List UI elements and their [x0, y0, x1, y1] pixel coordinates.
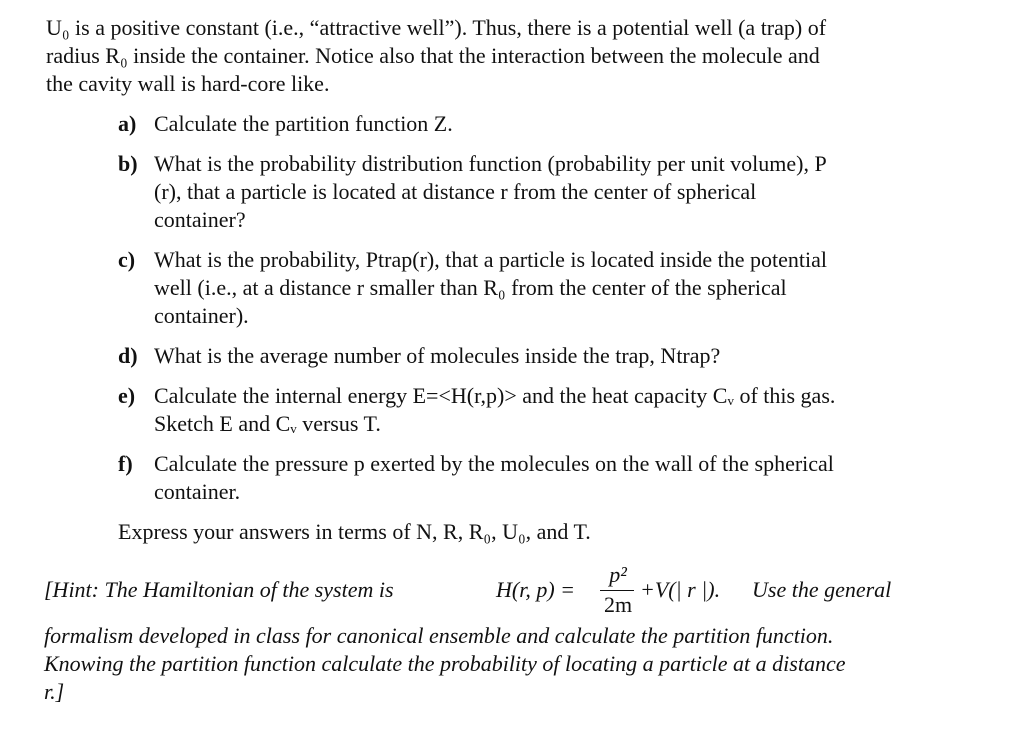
item-d-line-1: What is the average number of molecules inside the trap, Ntrap?: [154, 343, 721, 368]
item-a-label: a): [118, 111, 137, 136]
item-c-label: c): [118, 247, 136, 272]
item-f-line-1: Calculate the pressure p exerted by the molecules on the wall of the spherical: [154, 451, 834, 476]
item-b-line-1: What is the probability distribution function (probability per unit volume), P: [154, 151, 827, 176]
item-c-line-1: What is the probability, Ptrap(r), that a particle is located inside the potential: [154, 247, 828, 272]
item-c-line-3: container).: [154, 303, 249, 328]
item-e-line-2: Sketch E and Cᵥ versus T.: [154, 411, 381, 436]
formula-numerator: p²: [609, 562, 627, 587]
formula-rhs: +V(| r |).: [640, 577, 721, 602]
hint-line-3: Knowing the partition function calculate the probability of locating a particle at a distance: [44, 651, 846, 676]
express-answers-line: Express your answers in terms of N, R, R₀, U₀, and T.: [118, 519, 591, 544]
hint-line-4: r.]: [44, 679, 65, 704]
item-d-label: d): [118, 343, 138, 368]
item-c-line-2: well (i.e., at a distance r smaller than R₀ from the center of the spherical: [154, 275, 787, 300]
item-b-label: b): [118, 151, 138, 176]
item-f-line-2: container.: [154, 479, 241, 504]
item-e-label: e): [118, 383, 136, 408]
item-b-line-3: container?: [154, 207, 246, 232]
formula-denominator: 2m: [603, 592, 633, 617]
formula-lhs: H(r, p) =: [496, 577, 576, 602]
intro-line-3: the cavity wall is hard-core like.: [46, 71, 330, 96]
hint-tail: Use the general: [752, 577, 892, 602]
intro-line-2: radius R₀ inside the container. Notice also that the interaction between the molecule and: [46, 43, 820, 68]
intro-line-1: U₀ is a positive constant (i.e., “attractive well”). Thus, there is a potential well (a trap) of: [46, 15, 827, 40]
item-f-label: f): [118, 451, 133, 476]
item-e-line-1: Calculate the internal energy E=<H(r,p)> and the heat capacity Cᵥ of this gas.: [154, 383, 836, 408]
item-a-line-1: Calculate the partition function Z.: [154, 111, 453, 136]
item-b-line-2: (r), that a particle is located at distance r from the center of spherical: [154, 179, 757, 204]
hint-line-2: formalism developed in class for canonical ensemble and calculate the partition function.: [44, 623, 834, 648]
formula-fraction-bar: [600, 590, 634, 591]
hint-lead: [Hint: The Hamiltonian of the system is: [44, 577, 394, 602]
